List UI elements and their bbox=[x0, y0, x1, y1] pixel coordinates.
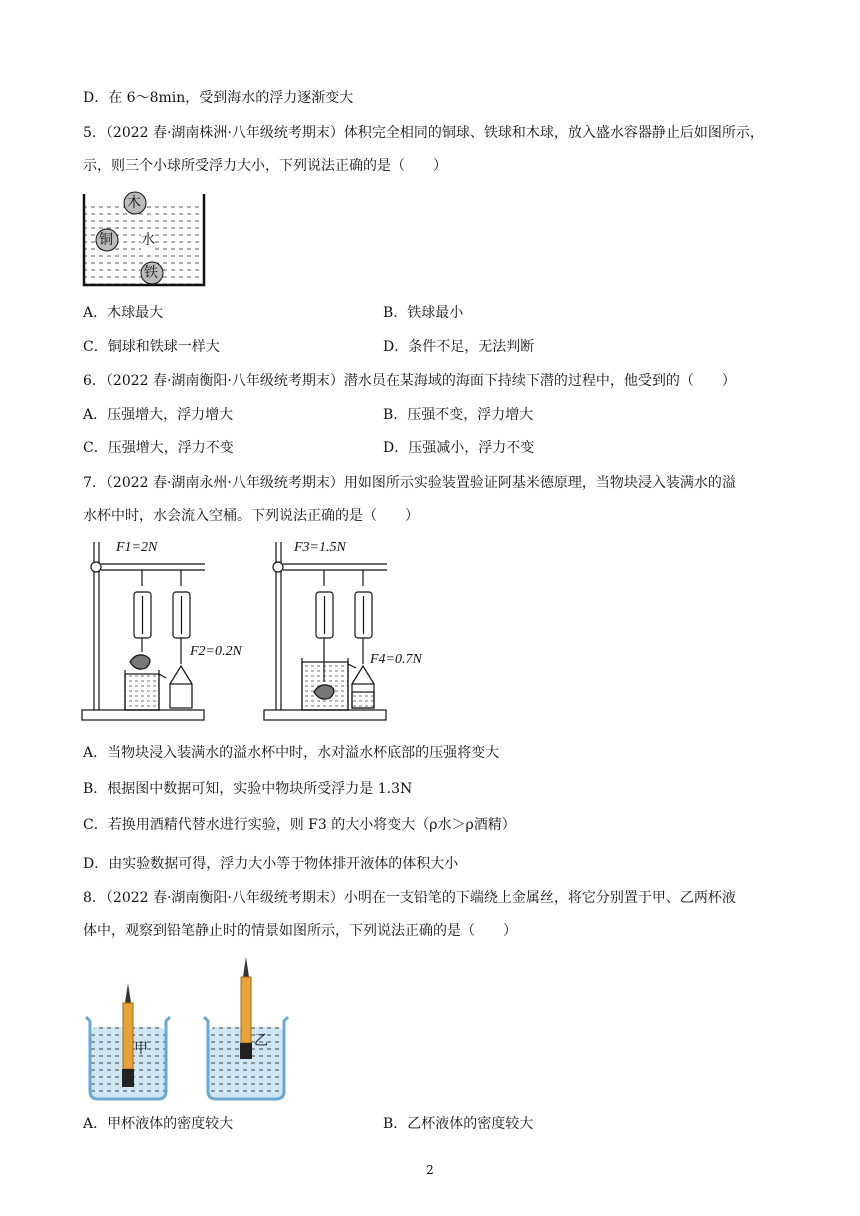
water-label: 水 bbox=[141, 232, 155, 248]
q7-option-b: B．根据图中数据可知，实验中物块所受浮力是 1.3N bbox=[83, 781, 413, 797]
wood-ball-label: 木 bbox=[127, 195, 141, 211]
q6-stem-line1: 6．（2022 春·湖南衡阳·八年级统考期末）潜水员在某海域的海面下持续下潜的过程中，他受到的（ ） bbox=[83, 373, 736, 389]
q5-option-a: A．木球最大 bbox=[83, 305, 164, 321]
f4-label: F4=0.7N bbox=[370, 652, 422, 667]
f3-label: F3=1.5N bbox=[294, 540, 346, 555]
q8-stem-line2: 体中，观察到铅笔静止时的情景如图所示，下列说法正确的是（ ） bbox=[83, 923, 517, 939]
q5-option-c: C．铜球和铁球一样大 bbox=[83, 339, 220, 355]
q8-beakers-diagram bbox=[82, 955, 302, 1103]
q7-stem-line1: 7．（2022 春·湖南永州·八年级统考期末）用如图所示实验装置验证阿基米德原理，当物块浸入装满水的溢 bbox=[83, 475, 736, 491]
q7-apparatus-diagram bbox=[80, 534, 440, 724]
q8-option-b: B．乙杯液体的密度较大 bbox=[383, 1116, 534, 1132]
q7-option-a: A．当物块浸入装满水的溢水杯中时，水对溢水杯底部的压强将变大 bbox=[83, 745, 500, 761]
f1-label: F1=2N bbox=[116, 540, 158, 555]
q4-option-d: D．在 6～8min，受到海水的浮力逐渐变大 bbox=[83, 90, 354, 106]
q8-figure-container bbox=[82, 955, 302, 1103]
q7-option-d: D．由实验数据可得，浮力大小等于物体排开液体的体积大小 bbox=[83, 856, 459, 872]
q7-figure-container bbox=[80, 534, 440, 724]
iron-ball-label: 铁 bbox=[144, 265, 158, 281]
yi-label: 乙 bbox=[254, 1033, 268, 1049]
q8-stem-line1: 8．（2022 春·湖南衡阳·八年级统考期末）小明在一支铅笔的下端绕上金属丝，将它分别置于甲、乙两杯液 bbox=[83, 890, 736, 906]
q5-stem-line2: 示，则三个小球所受浮力大小，下列说法正确的是（ ） bbox=[83, 158, 447, 174]
q5-stem-line1: 5．（2022 春·湖南株洲·八年级统考期末）体积完全相同的铜球、铁球和木球，放入盛水容器静止后如图所示， bbox=[83, 125, 764, 141]
q6-option-c: C．压强增大，浮力不变 bbox=[83, 440, 234, 456]
q5-option-b: B．铁球最小 bbox=[383, 305, 464, 321]
copper-ball-label: 铜 bbox=[99, 232, 113, 248]
q7-stem-line2: 水杯中时，水会流入空桶。下列说法正确的是（ ） bbox=[83, 508, 419, 524]
jia-label: 甲 bbox=[134, 1041, 148, 1057]
q6-option-b: B．压强不变，浮力增大 bbox=[383, 407, 534, 423]
q5-option-d: D．条件不足，无法判断 bbox=[383, 339, 535, 355]
q8-option-a: A．甲杯液体的密度较大 bbox=[83, 1116, 234, 1132]
q6-option-d: D．压强减小，浮力不变 bbox=[383, 440, 535, 456]
page-number: 2 bbox=[426, 1163, 434, 1177]
q5-figure-container bbox=[82, 190, 208, 288]
f2-label: F2=0.2N bbox=[190, 644, 242, 659]
q7-option-c: C．若换用酒精代替水进行实验，则 F3 的大小将变大（ρ水＞ρ酒精） bbox=[83, 817, 516, 833]
q6-option-a: A．压强增大，浮力增大 bbox=[83, 407, 234, 423]
